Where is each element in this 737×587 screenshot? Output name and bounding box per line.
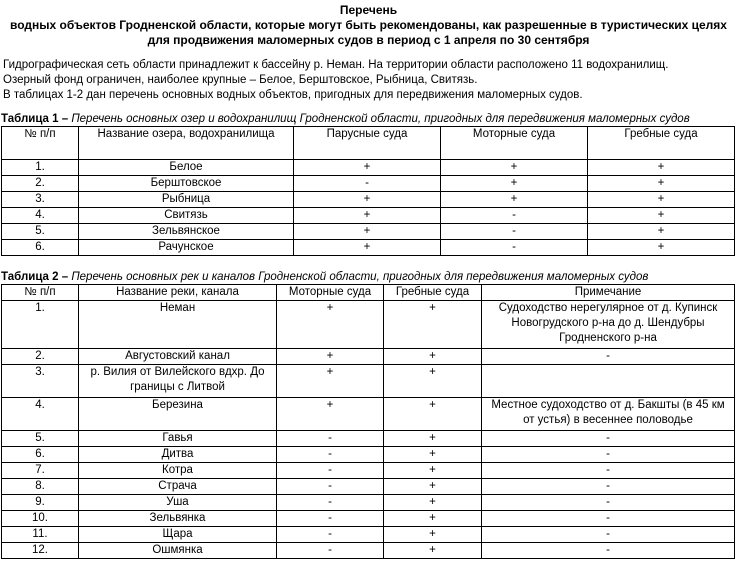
table-row bbox=[2, 176, 735, 192]
table-cell: - bbox=[482, 511, 735, 527]
table-cell: + bbox=[294, 224, 441, 240]
table-cell: 1. bbox=[2, 160, 79, 176]
table-row bbox=[2, 479, 735, 495]
table-cell: + bbox=[384, 365, 482, 398]
table-cell: Рачунское bbox=[79, 240, 294, 256]
table-cell: - bbox=[277, 447, 384, 463]
table-cell: + bbox=[384, 511, 482, 527]
table-cell: + bbox=[294, 192, 441, 208]
table-cell: Страча bbox=[79, 479, 277, 495]
table2-caption-text: Перечень основных рек и каналов Гродненской области, пригодных для передвижения маломерных судов bbox=[71, 271, 649, 283]
table-cell: - bbox=[441, 208, 588, 224]
table-cell: - bbox=[441, 224, 588, 240]
table-cell: - bbox=[482, 527, 735, 543]
table2-caption bbox=[1, 271, 737, 284]
title-line-1: Перечень bbox=[339, 3, 398, 17]
table2-caption-number: Таблица 2 – bbox=[1, 271, 69, 283]
table-row bbox=[2, 192, 735, 208]
table-cell: + bbox=[588, 208, 735, 224]
table-cell: + bbox=[277, 349, 384, 365]
table-row bbox=[2, 349, 735, 365]
table-cell: + bbox=[441, 176, 588, 192]
table-cell: Гавья bbox=[79, 431, 277, 447]
table-cell: + bbox=[384, 349, 482, 365]
page-title bbox=[0, 3, 737, 48]
col-header-river-name: Название реки, канала bbox=[79, 285, 277, 301]
table-cell: Августовский канал bbox=[79, 349, 277, 365]
table-cell: - bbox=[277, 431, 384, 447]
table-cell: + bbox=[384, 431, 482, 447]
intro-line-2: Озерный фонд ограничен, наиболее крупные – Белое, Берштовское, Рыбница, Свитязь. bbox=[3, 74, 478, 86]
table-cell: Уша bbox=[79, 495, 277, 511]
table-cell bbox=[482, 365, 735, 398]
table-cell: - bbox=[277, 479, 384, 495]
table-cell: - bbox=[441, 240, 588, 256]
table-cell: 2. bbox=[2, 176, 79, 192]
table1-caption bbox=[1, 113, 737, 126]
table-cell: 8. bbox=[2, 479, 79, 495]
table-cell: + bbox=[384, 543, 482, 559]
table-row bbox=[2, 160, 735, 176]
table-row bbox=[2, 240, 735, 256]
table-cell: - bbox=[277, 527, 384, 543]
table-cell: + bbox=[384, 479, 482, 495]
table-row bbox=[2, 511, 735, 527]
table-cell: 6. bbox=[2, 447, 79, 463]
table-row bbox=[2, 301, 735, 349]
table-cell: Рыбница bbox=[79, 192, 294, 208]
table-cell: + bbox=[384, 527, 482, 543]
table-cell: 1. bbox=[2, 301, 79, 349]
table-cell: + bbox=[588, 192, 735, 208]
table-cell: Свитязь bbox=[79, 208, 294, 224]
table-cell: 10. bbox=[2, 511, 79, 527]
table-cell: + bbox=[384, 447, 482, 463]
table-cell: + bbox=[277, 365, 384, 398]
table1-caption-number: Таблица 1 – bbox=[1, 113, 69, 125]
table-cell: + bbox=[277, 398, 384, 431]
lakes-table bbox=[1, 126, 735, 256]
table-cell: + bbox=[277, 301, 384, 349]
table-row bbox=[2, 447, 735, 463]
table-cell: Местное судоходство от д. Бакшты (в 45 км от устья) в весеннее половодье bbox=[482, 398, 735, 431]
table-cell: + bbox=[384, 398, 482, 431]
intro-line-1: Гидрографическая сеть области принадлежит к бассейну р. Неман. На территории области расположено 11 водохранилищ. bbox=[3, 59, 669, 71]
table-cell: + bbox=[588, 160, 735, 176]
table-cell: - bbox=[277, 463, 384, 479]
table-row bbox=[2, 463, 735, 479]
table-cell: 2. bbox=[2, 349, 79, 365]
title-line-3: для продвижения маломерных судов в период с 1 апреля по 30 сентября bbox=[147, 33, 590, 47]
table-row bbox=[2, 431, 735, 447]
table-cell: - bbox=[294, 176, 441, 192]
table-cell: 5. bbox=[2, 431, 79, 447]
title-line-2: водных объектов Гродненской области, которые могут быть рекомендованы, как разрешенные в туристических целях bbox=[10, 18, 727, 32]
table-cell: + bbox=[441, 160, 588, 176]
table-cell: - bbox=[482, 463, 735, 479]
table-cell: + bbox=[294, 240, 441, 256]
intro-text bbox=[3, 58, 737, 103]
table-cell: 6. bbox=[2, 240, 79, 256]
table-cell: Ошмянка bbox=[79, 543, 277, 559]
intro-line-3: В таблицах 1-2 дан перечень основных водных объектов, пригодных для передвижения маломерных судов. bbox=[3, 89, 583, 101]
col-header-number: № п/п bbox=[2, 127, 79, 160]
col-header-motor: Моторные суда bbox=[441, 127, 588, 160]
table-cell: + bbox=[384, 463, 482, 479]
table-cell: Белое bbox=[79, 160, 294, 176]
table-cell: 3. bbox=[2, 192, 79, 208]
table-cell: 11. bbox=[2, 527, 79, 543]
col-header-lake-name: Название озера, водохранилища bbox=[79, 127, 294, 160]
table-cell: Щара bbox=[79, 527, 277, 543]
table-cell: 4. bbox=[2, 208, 79, 224]
col-header-note: Примечание bbox=[482, 285, 735, 301]
table-cell: Неман bbox=[79, 301, 277, 349]
table-cell: Судоходство нерегулярное от д. Купинск Новогрудского р-на до д. Шендубры Гродненского р-на bbox=[482, 301, 735, 349]
table-cell: - bbox=[277, 511, 384, 527]
table-cell: + bbox=[588, 176, 735, 192]
rivers-table bbox=[1, 284, 735, 559]
table-row bbox=[2, 398, 735, 431]
table1-caption-text: Перечень основных озер и водохранилищ Гродненской области, пригодных для передвижения маломерных судов bbox=[71, 113, 690, 125]
table-cell: Котра bbox=[79, 463, 277, 479]
table-cell: 3. bbox=[2, 365, 79, 398]
col-header-sailing: Парусные суда bbox=[294, 127, 441, 160]
table-row bbox=[2, 365, 735, 398]
table-row bbox=[2, 208, 735, 224]
table-row bbox=[2, 543, 735, 559]
table-row bbox=[2, 527, 735, 543]
table-cell: - bbox=[277, 543, 384, 559]
table-cell: - bbox=[482, 543, 735, 559]
table-cell: 7. bbox=[2, 463, 79, 479]
table-cell: + bbox=[588, 224, 735, 240]
col-header-rowing: Гребные суда bbox=[384, 285, 482, 301]
table-cell: + bbox=[441, 192, 588, 208]
table-cell: Берштовское bbox=[79, 176, 294, 192]
table-cell: р. Вилия от Вилейского вдхр. До границы с Литвой bbox=[79, 365, 277, 398]
table-row bbox=[2, 495, 735, 511]
table-header-row bbox=[2, 127, 735, 160]
table-cell: + bbox=[384, 301, 482, 349]
table-cell: Зельвянское bbox=[79, 224, 294, 240]
table-header-row bbox=[2, 285, 735, 301]
table-cell: + bbox=[588, 240, 735, 256]
table-cell: 9. bbox=[2, 495, 79, 511]
table-row bbox=[2, 224, 735, 240]
table-cell: Дитва bbox=[79, 447, 277, 463]
table-cell: - bbox=[482, 479, 735, 495]
table-cell: - bbox=[277, 495, 384, 511]
col-header-rowing: Гребные суда bbox=[588, 127, 735, 160]
table-cell: - bbox=[482, 495, 735, 511]
col-header-number: № п/п bbox=[2, 285, 79, 301]
table-cell: - bbox=[482, 447, 735, 463]
table-cell: 4. bbox=[2, 398, 79, 431]
table-cell: Березина bbox=[79, 398, 277, 431]
table-cell: 5. bbox=[2, 224, 79, 240]
table-cell: + bbox=[384, 495, 482, 511]
table-cell: - bbox=[482, 431, 735, 447]
table-cell: - bbox=[482, 349, 735, 365]
col-header-motor: Моторные суда bbox=[277, 285, 384, 301]
table-cell: 12. bbox=[2, 543, 79, 559]
table-cell: Зельвянка bbox=[79, 511, 277, 527]
table-cell: + bbox=[294, 208, 441, 224]
table-cell: + bbox=[294, 160, 441, 176]
